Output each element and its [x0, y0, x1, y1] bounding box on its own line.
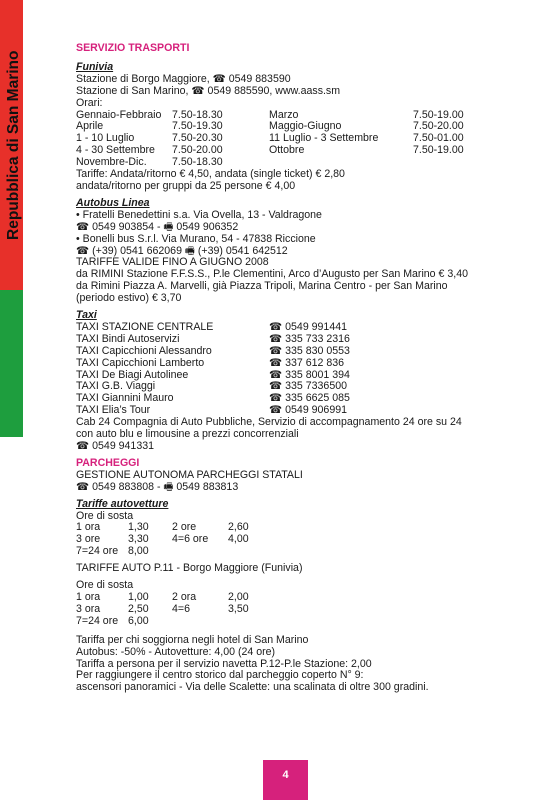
text-line: ☎ 0549 883808 - 🖷 0549 883813 — [76, 480, 239, 493]
text-line: Per raggiungere il centro storico dal parcheggio coperto N° 9: — [76, 669, 364, 682]
schedule-row: Aprile 7.50-19.30 Maggio-Giugno 7.50-20.00 — [76, 120, 464, 133]
schedule-row: 4 - 30 Settembre 7.50-20.00 Ottobre 7.50-19.00 — [76, 144, 464, 157]
text-line: Orari: — [76, 96, 103, 109]
page-content — [76, 43, 516, 694]
schedule-row: Gennaio-Febbraio 7.50-18.30 Marzo 7.50-19.00 — [76, 108, 464, 121]
text-line: da RIMINI Stazione F.F.S.S., P.le Clementini, Arco d’Augusto per San Marino € 3,40 — [76, 268, 468, 281]
text-line: da Rimini Piazza A. Marvelli, già Piazza Tripoli, Marina Centro - per San Marino — [76, 280, 448, 293]
subheading-tariffe-autovetture: Tariffe autovetture — [76, 497, 169, 510]
text-line: TARIFFE VALIDE FINO A GIUGNO 2008 — [76, 256, 269, 269]
taxi-row: TAXI STAZIONE CENTRALE ☎ 0549 991441 — [76, 320, 347, 333]
schedule-row: Novembre-Dic. 7.50-18.30 — [76, 156, 223, 169]
taxi-row: TAXI De Biagi Autolinee ☎ 335 8001 394 — [76, 368, 350, 381]
section-heading-trasporti: SERVIZIO TRASPORTI — [76, 42, 190, 54]
section-heading-parcheggi: PARCHEGGI — [76, 456, 140, 469]
text-line: Autobus: -50% - Autovetture: 4,00 (24 ore) — [76, 645, 276, 658]
text-line: Ore di sosta — [76, 509, 134, 522]
text-line: (periodo estivo) € 3,70 — [76, 292, 182, 305]
subheading-funivia: Funivia — [76, 60, 114, 73]
taxi-row: TAXI Capicchioni Lamberto ☎ 337 612 836 — [76, 356, 345, 369]
text-line: • Bonelli bus S.r.l. Via Murano, 54 - 47838 Riccione — [76, 232, 316, 245]
taxi-row: TAXI G.B. Viaggi ☎ 335 7336500 — [76, 380, 347, 393]
text-line: TARIFFE AUTO P.11 - Borgo Maggiore (Funivia) — [76, 562, 303, 575]
taxi-row: TAXI Giannini Mauro ☎ 335 6625 085 — [76, 392, 350, 405]
text-line: ☎ 0549 903854 - 🖷 0549 906352 — [76, 220, 239, 233]
text-line: Tariffa per chi soggiorna negli hotel di San Marino — [76, 633, 309, 646]
page-number: 4 — [263, 760, 308, 800]
subheading-autobus: Autobus Linea — [76, 196, 150, 209]
tariff-row: 7=24 ore 6,00 — [76, 614, 149, 627]
side-title: Repubblica di San Marino — [5, 50, 22, 240]
taxi-row: TAXI Elia’s Tour ☎ 0549 906991 — [76, 404, 347, 417]
tariff-row: 1 ora 1,30 2 ore 2,60 — [76, 521, 249, 534]
text-line: Stazione di Borgo Maggiore, ☎ 0549 883590 — [76, 72, 291, 85]
tariff-row: 1 ora 1,00 2 ora 2,00 — [76, 590, 249, 603]
tariff-row: 3 ora 2,50 4=6 3,50 — [76, 602, 249, 615]
text-line: Ore di sosta — [76, 579, 134, 592]
subheading-taxi: Taxi — [76, 309, 97, 322]
taxi-row: TAXI Bindi Autoservizi ☎ 335 733 2316 — [76, 332, 350, 345]
text-line: ascensori panoramici - Via delle Scalette: una scalinata di oltre 300 gradini. — [76, 681, 429, 694]
taxi-row: TAXI Capicchioni Alessandro ☎ 335 830 0553 — [76, 344, 350, 357]
text-line: Tariffa a persona per il servizio navetta P.12-P.le Stazione: 2,00 — [76, 657, 372, 670]
text-line: • Fratelli Benedettini s.a. Via Ovella, 13 - Valdragone — [76, 208, 322, 221]
schedule-row: 1 - 10 Luglio 7.50-20.30 11 Luglio - 3 Settembre 7.50-01.00 — [76, 132, 464, 145]
text-line: andata/ritorno per gruppi da 25 persone € 4,00 — [76, 179, 296, 192]
flag-stripe-green — [0, 290, 23, 437]
tariff-row: 7=24 ore 8,00 — [76, 545, 149, 558]
text-line: Cab 24 Compagnia di Auto Pubbliche, Servizio di accompagnamento 24 ore su 24 — [76, 416, 462, 429]
text-line: GESTIONE AUTONOMA PARCHEGGI STATALI — [76, 468, 303, 481]
text-line: Tariffe: Andata/ritorno € 4,50, andata (single ticket) € 2,80 — [76, 168, 345, 181]
text-line: ☎ (+39) 0541 662069 🖷 (+39) 0541 642512 — [76, 244, 288, 257]
text-line: Stazione di San Marino, ☎ 0549 885590, www.aass.sm — [76, 84, 341, 97]
text-line: con auto blu e limousine a prezzi concorrenziali — [76, 428, 299, 441]
text-line: ☎ 0549 941331 — [76, 440, 154, 452]
tariff-row: 3 ore 3,30 4=6 ore 4,00 — [76, 533, 249, 546]
